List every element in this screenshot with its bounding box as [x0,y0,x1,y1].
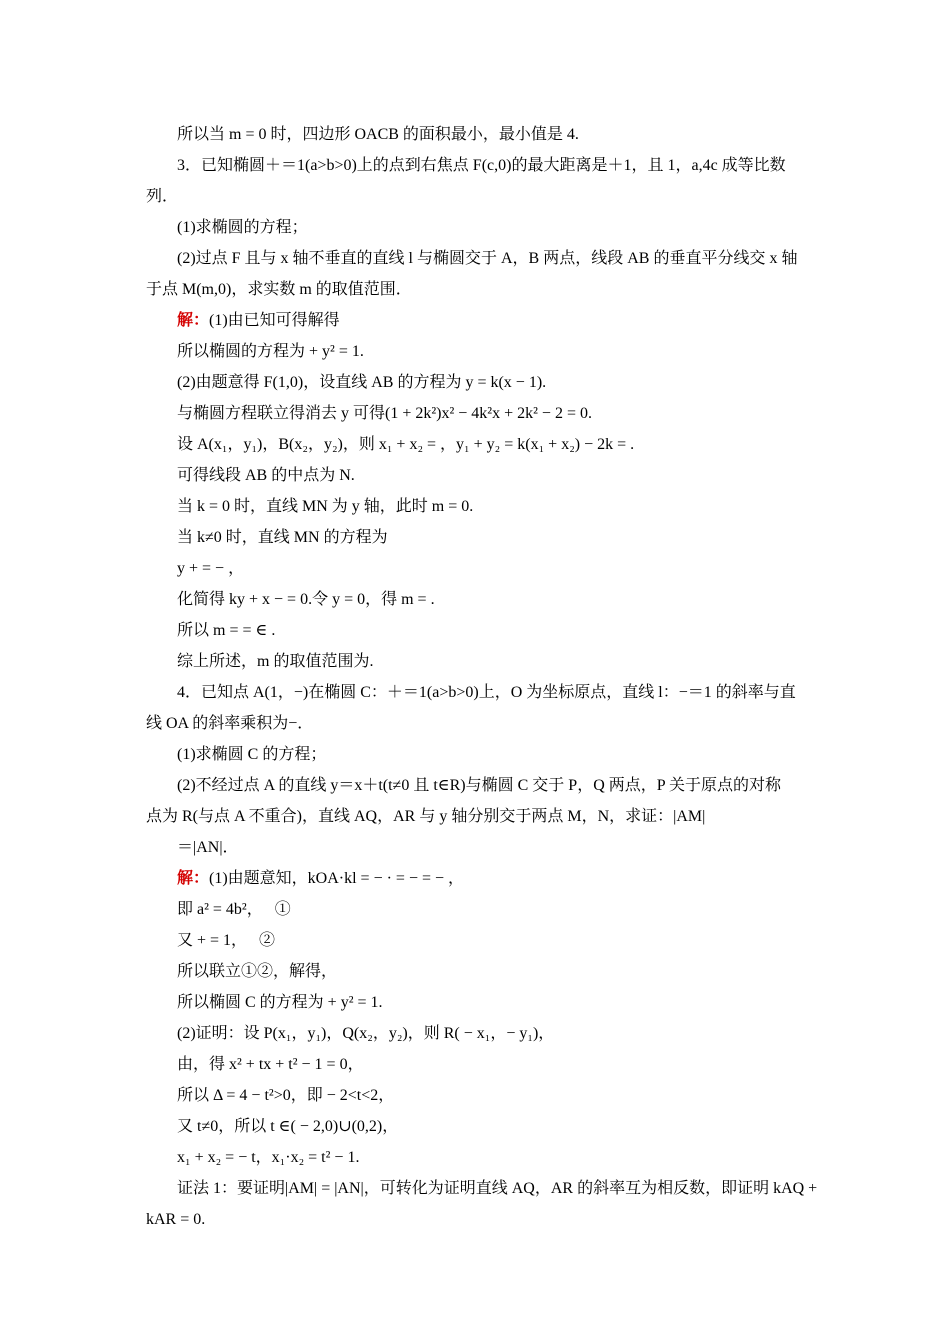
text-line: 即 a² = 4b²， ① [177,901,291,918]
text-line: 线 OA 的斜率乘积为−． [146,715,314,732]
question-4-line: 4．已知点 A(1，−)在椭圆 C：＋＝1(a>b>0)上，O 为坐标原点，直线 l：−＝1 的斜率与直 [177,684,796,701]
text-line: 所以联立①②，解得， [177,963,338,980]
text-line: 于点 M(m,0)，求实数 m 的取值范围． [146,281,412,298]
text-line: (2)证明：设 P(x₁，y₁)，Q(x₂，y₂)，则 R( − x₁，− y₁)， [177,1025,555,1042]
text-line: 设 A(x₁，y₁)，B(x₂，y₂)，则 x₁ + x₂ = ，y₁ + y₂ = k(x₁ + x₂) − 2k = . [177,436,635,453]
text-line: 又 + = 1， ② [177,932,276,949]
text-line: y + = − ， [177,560,245,577]
solution-label: 解： [177,312,210,329]
text-line: 所以椭圆的方程为 + y² = 1. [177,343,364,360]
solution-line [177,869,464,889]
text-line: 可得线段 AB 的中点为 N. [177,467,355,484]
question-3-line: 3．已知椭圆＋＝1(a>b>0)上的点到右焦点 F(c,0)的最大距离是＋1，且 1，a,4c 成等比数 [177,157,786,174]
text-line: 又 t≠0，所以 t ∈( − 2,0)∪(0,2)， [177,1118,399,1135]
text-line: (2)过点 F 且与 x 轴不垂直的直线 l 与椭圆交于 A，B 两点，线段 AB 的垂直平分线交 x 轴 [177,250,798,267]
text-line: 所以椭圆 C 的方程为 + y² = 1. [177,994,383,1011]
solution-line [177,311,340,331]
text-line: ＝|AN|． [177,839,239,856]
text-line: 点为 R(与点 A 不重合)，直线 AQ，AR 与 y 轴分别交于两点 M，N，求证：|AM| [146,808,706,825]
text-line: 所以 m = = ∈ . [177,622,276,639]
text-line: 列． [146,188,179,205]
text-line: 化简得 ky + x − = 0.令 y = 0，得 m = . [177,591,435,608]
text-line: 所以当 m = 0 时，四边形 OACB 的面积最小，最小值是 4. [177,126,579,143]
text-line: 综上所述，m 的取值范围为. [177,653,374,670]
solution-text: (1)由已知可得解得 [209,312,340,329]
text-line: kAR = 0. [146,1211,206,1228]
text-line: 证法 1：要证明|AM| = |AN|，可转化为证明直线 AQ，AR 的斜率互为相反数，即证明 kAQ + [177,1180,818,1197]
text-line: (1)求椭圆的方程； [177,219,308,236]
text-line: 与椭圆方程联立得消去 y 可得(1 + 2k²)x² − 4k²x + 2k² − 2 = 0. [177,405,592,422]
text-line: 所以 Δ = 4 − t²>0，即 − 2<t<2， [177,1087,395,1104]
text-line: (1)求椭圆 C 的方程； [177,746,327,763]
text-line: 当 k = 0 时，直线 MN 为 y 轴，此时 m = 0. [177,498,474,515]
solution-text: (1)由题意知，kOA·kl = − · = − = − ， [209,870,465,887]
text-line: x₁ + x₂ = − t，x₁·x₂ = t² − 1. [177,1149,360,1166]
text-line: (2)由题意得 F(1,0)，设直线 AB 的方程为 y = k(x − 1). [177,374,547,391]
text-line: (2)不经过点 A 的直线 y＝x＋t(t≠0 且 t∈R)与椭圆 C 交于 P，Q 两点，P 关于原点的对称 [177,777,782,794]
text-line: 由，得 x² + tx + t² − 1 = 0， [177,1056,364,1073]
text-line: 当 k≠0 时，直线 MN 的方程为 [177,529,388,546]
solution-label: 解： [177,870,210,887]
